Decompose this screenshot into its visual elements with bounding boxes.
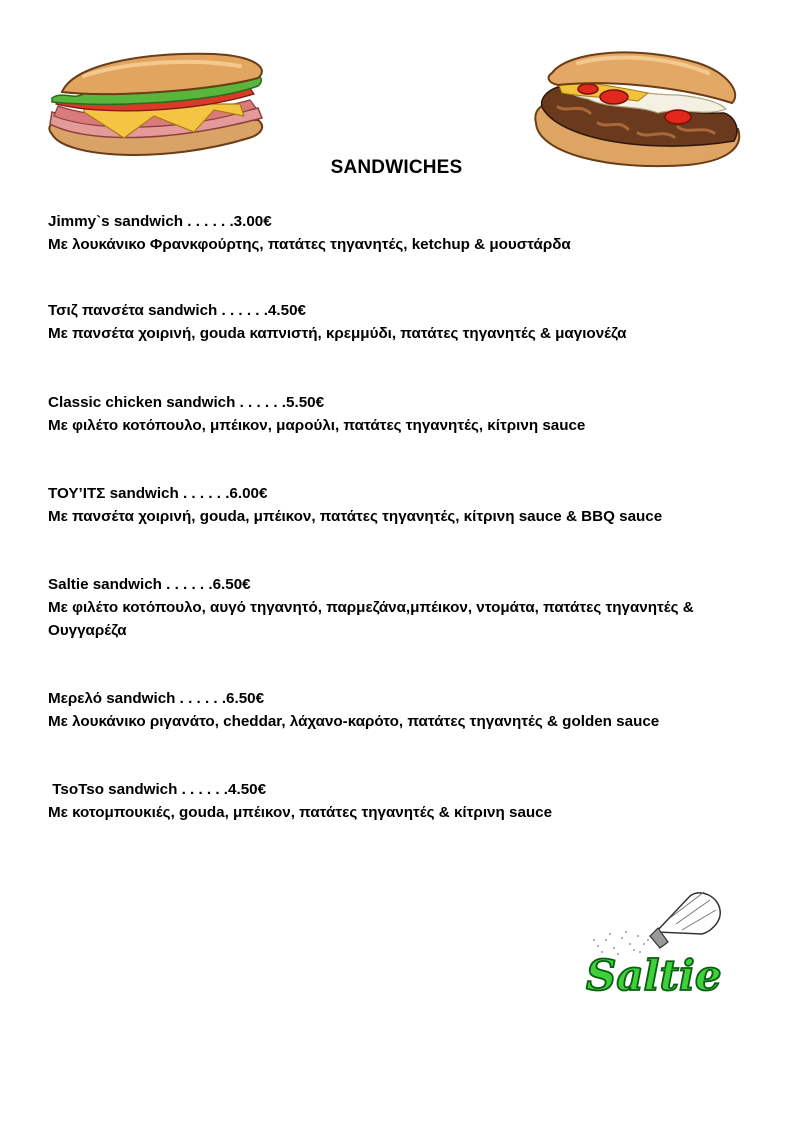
menu-item-description: Με φιλέτο κοτόπουλο, αυγό τηγανητό, παρμεζάνα,μπέικον, ντομάτα, πατάτες τηγανητές & Ουγγαρέζα [48,599,694,639]
menu-item-description: Με λουκάνικο ριγανάτο, cheddar, λάχανο-καρότο, πατάτες τηγανητές & golden sauce [48,713,660,730]
menu-item-name: Classic chicken sandwich . . . . . .5.50€ [48,394,325,411]
menu-item-name: Μερελό sandwich . . . . . .6.50€ [48,690,265,707]
menu-item-description: Με κοτομπουκιές, gouda, μπέικον, πατάτες τηγανητές & κίτρινη sauce [48,804,553,821]
saltie-logo [578,888,728,1003]
menu-item-description: Με πανσέτα χοιρινή, gouda καπνιστή, κρεμμύδι, πατάτες τηγανητές & μαγιονέζα [48,325,627,342]
menu-item [48,210,758,256]
menu-item-name: ΤΟΥ’ΙΤΣ sandwich . . . . . .6.00€ [48,485,268,502]
cheesesteak-sandwich-illustration [528,43,746,173]
menu-item [48,391,758,437]
menu-item-name: Τσιζ πανσέτα sandwich . . . . . .4.50€ [48,302,306,319]
menu-item [48,573,758,642]
menu-item [48,299,758,345]
ham-sandwich-illustration [44,46,272,166]
menu-item-name: Saltie sandwich . . . . . .6.50€ [48,576,251,593]
menu-item [48,778,758,824]
menu-item-name: Jimmy`s sandwich . . . . . .3.00€ [48,213,272,230]
menu-item-name: TsoTso sandwich . . . . . .4.50€ [48,781,267,798]
menu-item [48,482,758,528]
menu-item-description: Με λουκάνικο Φρανκφούρτης, πατάτες τηγανητές, ketchup & μουστάρδα [48,236,571,253]
page-title: SANDWICHES [330,157,463,178]
menu-item [48,687,758,733]
salt-shaker-icon [593,892,720,955]
menu-item-description: Με φιλέτο κοτόπουλο, μπέικον, μαρούλι, πατάτες τηγανητές, κίτρινη sauce [48,417,586,434]
logo-text: Saltie [586,951,722,1000]
menu-item-description: Με πανσέτα χοιρινή, gouda, μπέικον, πατάτες τηγανητές, κίτρινη sauce & BBQ sauce [48,508,663,525]
